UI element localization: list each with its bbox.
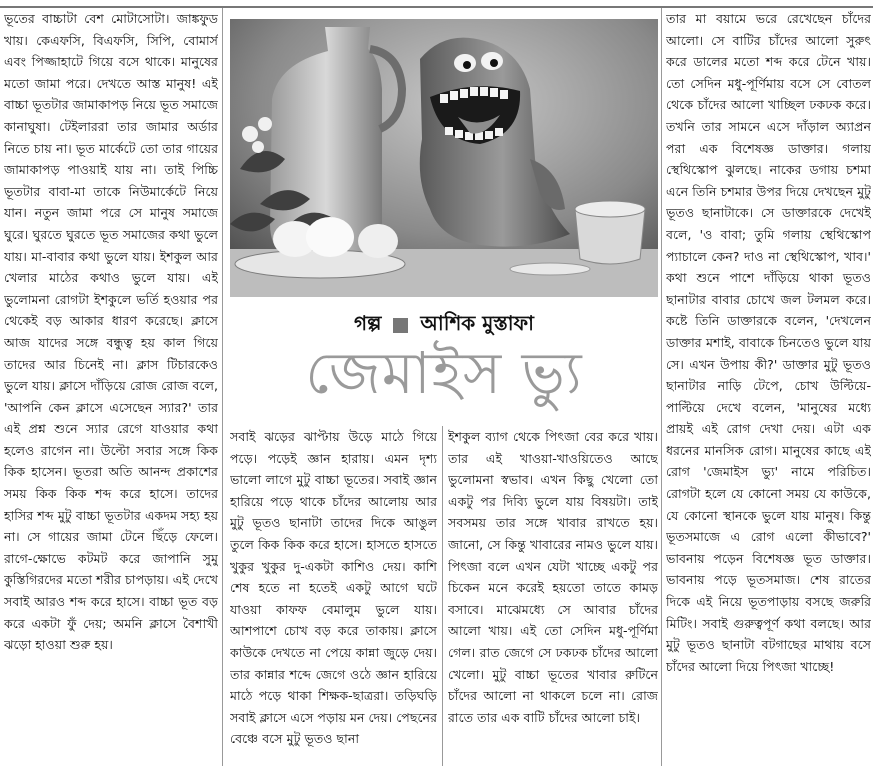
- column-divider: [222, 8, 223, 766]
- ghost-illustration: [230, 19, 658, 297]
- story-title: জেমাইস ভ্যু: [305, 338, 583, 407]
- column-divider: [661, 8, 662, 766]
- article-column-middle-1: সবাই ঝড়ের ঝাপ্টায় উড়ে মাঠে গিয়ে পড়ে। পড়েই জ্ঞান হারায়। এমন দৃশ্য ভালো লাগে মুটু বাচ্চা ভূতের। সবাই জ্ঞান হারিয়ে পড়ে থাকে চাঁদের আলোয় আর মুটু ভূতও ছানাটা তাদের দিকে আঙুল তুলে কিক কিক করে হাসে। হাসতে হাসতে খুকুর খুকুর দু-একটা কাশিও দেয়। কাশি শেষ হতে না হতেই একটু আগে ঘটে যাওয়া কাফফ বেমালুম ভুলে যায়। আশপাশে চোখ বড় করে তাকায়। ক্লাসে কাউকে দেখতে না পেয়ে কান্না জুড়ে দেয়। তার কান্নার শব্দে জেগে ওঠে জ্ঞান হারিয়ে মাঠে পড়ে থাকা শিক্ষক-ছাত্ররা। তড়িঘড়ি সবাই ক্লাসে এসে পড়ায় মন দেয়। পেছনের বেঞ্চে বসে মুটু ভূতও ছানা: [230, 429, 437, 747]
- article-column-middle-2: ইশকুল ব্যাগ থেকে পিৎজা বের করে খায়। তার এই খাওয়া-খাওয়িতেও আছে ভুলোমনা স্বভাব। এখন কিছু খেলো তো একটু পর দিব্যি ভুলে যায় বিষয়টা। তাই সবসময় তার সঙ্গে খাবার রাখতে হয়। জানো, সে কিন্তু খাবারের নামও ভুলে যায়। পিৎজা বলে এখন যেটা খাচ্ছে একটু পর চিকেন মনে করেই হয়তো তাতে কামড় বসাবে। মাঝেমধ্যে সে আবার চাঁদের আলো খায়। এই তো সেদিন মধু-পূর্ণিমা গেল। রাত জেগে সে ঢকঢক চাঁদের আলো খেলো। মুটু বাচ্চা ভূতের খাবার রুটিনে চাঁদের আলো না থাকলে চলে না। রোজ রাতে তার এক বাটি চাঁদের আলো চাই।: [448, 429, 658, 725]
- author-name: আশিক মুস্তাফা: [420, 310, 534, 335]
- column-divider: [442, 426, 443, 766]
- article-column-left: ভূতের বাচ্চাটা বেশ মোটাসোটা। জাঙ্কফুড খায়। কেএফসি, বিএফসি, সিপি, বোমার্স এবং পিজ্জাহাটে গিয়ে বসে থাকে। মানুষের মতো জামা পরে। দেখতে আস্ত মানুষ! এই বাচ্চা ভূতটার জামাকাপড় নিয়ে ভূত সমাজে কানাঘুষা। টেইলাররা তার জামার অর্ডার নিতে চায় না। ভূত মার্কেটে তো তার গায়ের জামাকাপড় পাওয়াই যায় না। তাই পিচ্চি ভূতটার বাবা-মা তাকে নিউমার্কেটে নিয়ে যান। নতুন জামা পরে সে মানুষ সমাজে ঘুরে। ঘুরতে ঘুরতে ভূত সমাজের কথা ভুলে যায়। মা-বাবার কথা ভুলে যায়। ইশকুল আর খেলার মাঠের কথাও ভুলে যায়। এই ভুলোমনা রোগটা ইশকুলে ভর্তি হওয়ার পর থেকেই বড় আকার ধারণ করেছে। ক্লাসে আজ যাদের সঙ্গে বন্ধুত্ব হয় কাল গিয়ে তাদের আর চিনেই না। ক্লাস টিচারকেও ভুলে যায়। ক্লাসে দাঁড়িয়ে রোজ রোজ বলে, 'আপনি কেন ক্লাসে এসেছেন স্যার?' তার এই প্রশ্ন শুনে স্যার রেগে যাওয়ার কথা হলেও রাগেন না। উল্টো সবার সঙ্গে কিক কিক হাসেন। ভূতরা অতি আনন্দ প্রকাশের সময় কিক কিক শব্দ করে হাসে। তাদের হাসির শব্দ মুটু বাচ্চা ভূতটার একদম সহ্য হয় না। সে গায়ের জামা টেনে ছিঁড়ে ফেলে। রাগে-ক্ষোভে কটমট করে জাপানি সুমু কুস্তিগিরদের মতো শরীর চাপড়ায়। এই দেখে সবাই আরও শব্দ করে হাসে। বাচ্চা ভূত বড় করে একটা ফুঁ দেয়; অমনি ক্লাসে বৈশাখী ঝড়ো হাওয়া শুরু হয়।: [4, 11, 218, 653]
- genre-label: গল্প: [354, 310, 382, 335]
- article-column-right: তার মা বয়ামে ভরে রেখেছেন চাঁদের আলো। সে বাটির চাঁদের আলো সুরুৎ করে ডালের মতো শব্দ করে টেনে খায়। তো সেদিন মধু-পূর্ণিমায় বসে সে বোতল থেকে চাঁদের আলো খাচ্ছিল ঢকঢক করে। তখনি তার সামনে এসে দাঁড়াল অ্যাপ্রন পরা এক বিশেষজ্ঞ ডাক্তার। গলায় স্থেথিস্কোপ ঝুলছে। নাকের ডগায় চশমা এনে তিনি চশমার উপর দিয়ে দেখছেন মুটু ভূতও ছানাটাকে। সে ডাক্তারকে দেখেই বলে, 'ও বাবা; তুমি গলায় স্থেথিস্কোপ প্যাচালে কেন? দাও না স্থেথিস্কোপ, খাব।' কথা শুনে পাশে দাঁড়িয়ে থাকা ভূতও ছানাটার বাবার চোখে জল টলমল করে। কষ্টে তিনি ডাক্তারকে বলেন, 'দেখলেন ডাক্তার মশাই, বাবাকে চিনতেও ভুলে যায় সে। এখন উপায় কী?' ডাক্তার মুটু ভূতও ছানাটার নাড়ি টেপে, চোখ উল্টিয়ে-পাল্টিয়ে দেখে বলেন, 'মানুষের মধ্যে প্রায়ই এই রোগ দেখা দেয়। এটা এক ধরনের মানসিক রোগ। মানুষের কাছে এই রোগ 'জেমাইস ভ্যু' নামে পরিচিত। রোগটা হলে যে কোনো সময় যে কাউকে, যে কোনো স্থানকে ভুলে যায় মানুষ। কিন্তু ভূতসমাজে এ রোগ এলো কীভাবে?' ভাবনায় পড়েন বিশেষজ্ঞ ভূত ডাক্তার। ভাবনায় পড়ে ভূতসমাজ। শেষ রাতের দিকে এই নিয়ে ভূতপাড়ায় বসছে জরুরি মিটিং। সবাই গুরুত্বপূর্ণ কথা বলছে। আর মুটু ভূতও ছানাটা বটগাছের মাথায় বসে চাঁদের আলো দিয়ে পিৎজা খাচ্ছে!: [666, 11, 871, 674]
